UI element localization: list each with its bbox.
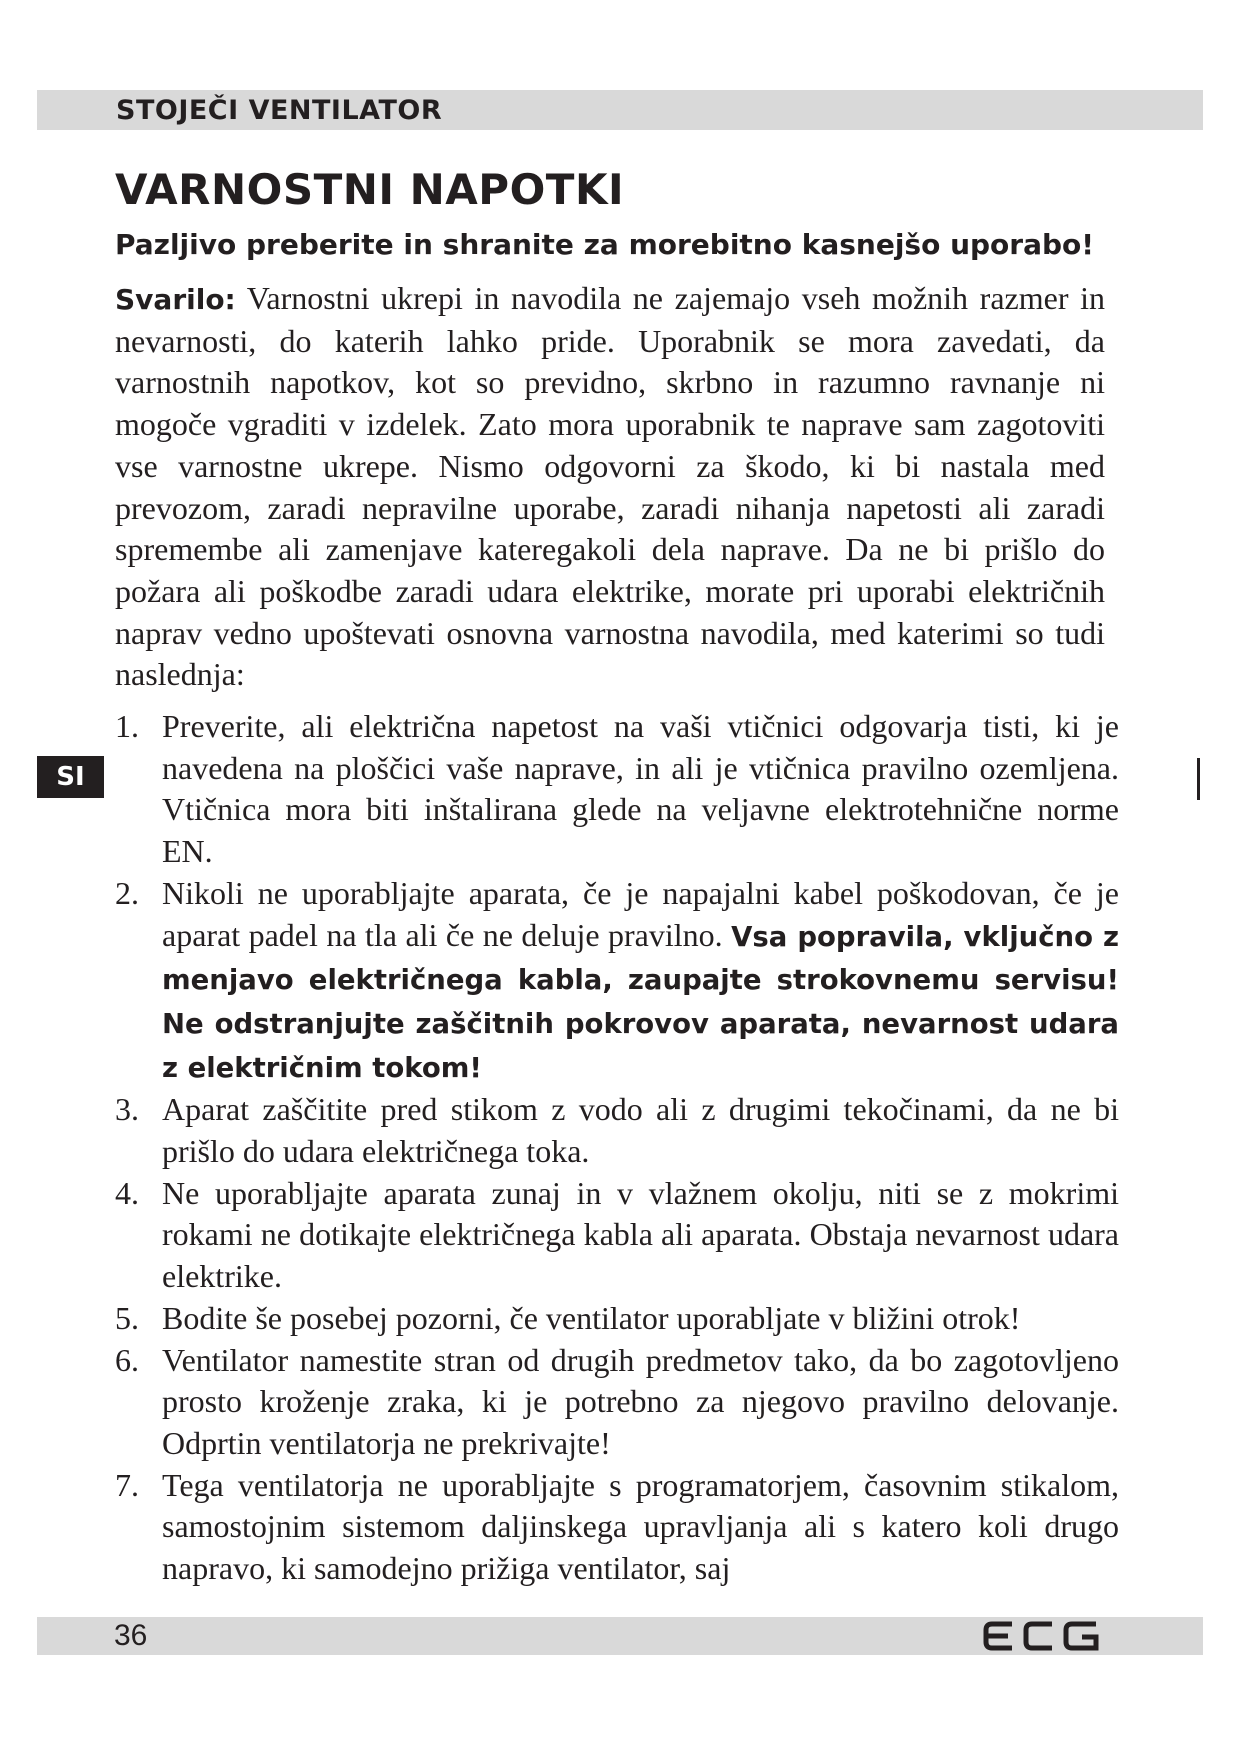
list-item — [115, 1173, 1119, 1298]
item-number: 2. — [115, 874, 139, 911]
item-text: Preverite, ali električna napetost na vaši vtičnici odgovarja tisti, ki je navedena na ploščici vaše naprave, in ali je vtičnica pravilno ozemljena. Vtičnica mora biti inštalirana glede na veljavne elektrotehnične norme EN. — [162, 708, 1119, 870]
page-content — [115, 162, 1125, 1590]
edge-marker — [1197, 758, 1200, 800]
warning-text: Varnostni ukrepi in navodila ne zajemajo vseh možnih razmer in nevarnosti, do katerih lahko pride. Uporabnik se mora zavedati, da varnostnih napotkov, kot so previdno, skrbno in razumno ravnanje ni mogoče vgraditi v izdelek. Zato mora uporabnik te naprave sam zagotoviti vse varnostne ukrepe. Nismo odgovorni za škodo, ki bi nastala med prevozom, zaradi nepravilne uporabe, zaradi nihanja napetosti ali zaradi spremembe ali zamenjave kateregakoli dela naprave. Da ne bi prišlo do požara ali poškodbe zaradi udara elektrike, morate pri uporabi električnih naprav vedno upoštevati osnovna varnostna navodila, med katerimi so tudi naslednja: — [115, 280, 1105, 693]
item-number: 5. — [115, 1299, 139, 1336]
list-item — [115, 706, 1119, 873]
list-item — [115, 873, 1119, 1090]
list-item — [115, 1340, 1119, 1465]
item-text: Tega ventilatorja ne uporabljajte s programatorjem, časovnim stikalom, samostojnim sistemom daljinskega upravljanja ali s katero koli drugo napravo, ki samodejno prižiga ventilator, saj — [162, 1466, 1119, 1587]
list-item — [115, 1298, 1119, 1340]
item-text: Ventilator namestite stran od drugih predmetov tako, da bo zagotovljeno prosto kroženje zraka, ki je potrebno za njegovo pravilno delovanje. Odprtin ventilatorja ne prekrivajte! — [162, 1341, 1119, 1461]
item-text: Aparat zaščitite pred stikom z vodo ali z drugimi tekočinami, da ne bi prišlo do udara električnega toka. — [162, 1091, 1119, 1170]
item-text: Ne uporabljajte aparata zunaj in v vlažnem okolju, niti se z mokrimi rokami ne dotikajte električnega kabla ali aparata. Obstaja nevarnost udara elektrike. — [162, 1174, 1119, 1295]
item-number: 6. — [115, 1341, 139, 1378]
page-number: 36 — [114, 1619, 148, 1652]
item-number: 7. — [115, 1466, 139, 1503]
document-section-title: STOJEČI VENTILATOR — [116, 95, 443, 126]
list-item — [115, 1465, 1119, 1590]
item-number: 1. — [115, 708, 139, 745]
item-bold-text: Vsa popravila, vključno z menjavo električnega kabla, zaupajte strokovnemu servisu! Ne odstranjujte zaščitnih pokrovov aparata, nevarnost udara z električnim tokom! — [162, 920, 1119, 1084]
list-item — [115, 1089, 1119, 1172]
item-text: Bodite še posebej pozorni, če ventilator uporabljate v bližini otrok! — [162, 1299, 1021, 1336]
warning-label: Svarilo: — [115, 283, 236, 316]
subheading: Pazljivo preberite in shranite za morebitno kasnejšo uporabo! — [115, 228, 1095, 261]
item-text: Nikoli ne uporabljajte aparata, če je napajalni kabel poškodovan, če je aparat padel na tla ali če ne deluje pravilno. — [162, 874, 1119, 953]
language-tab: SI — [37, 756, 104, 798]
page-heading: VARNOSTNI NAPOTKI — [115, 165, 625, 214]
item-number: 4. — [115, 1174, 139, 1211]
item-number: 3. — [115, 1091, 139, 1128]
warning-paragraph — [115, 278, 1105, 696]
ecg-logo — [982, 1620, 1102, 1652]
safety-rules-list — [115, 706, 1125, 1590]
